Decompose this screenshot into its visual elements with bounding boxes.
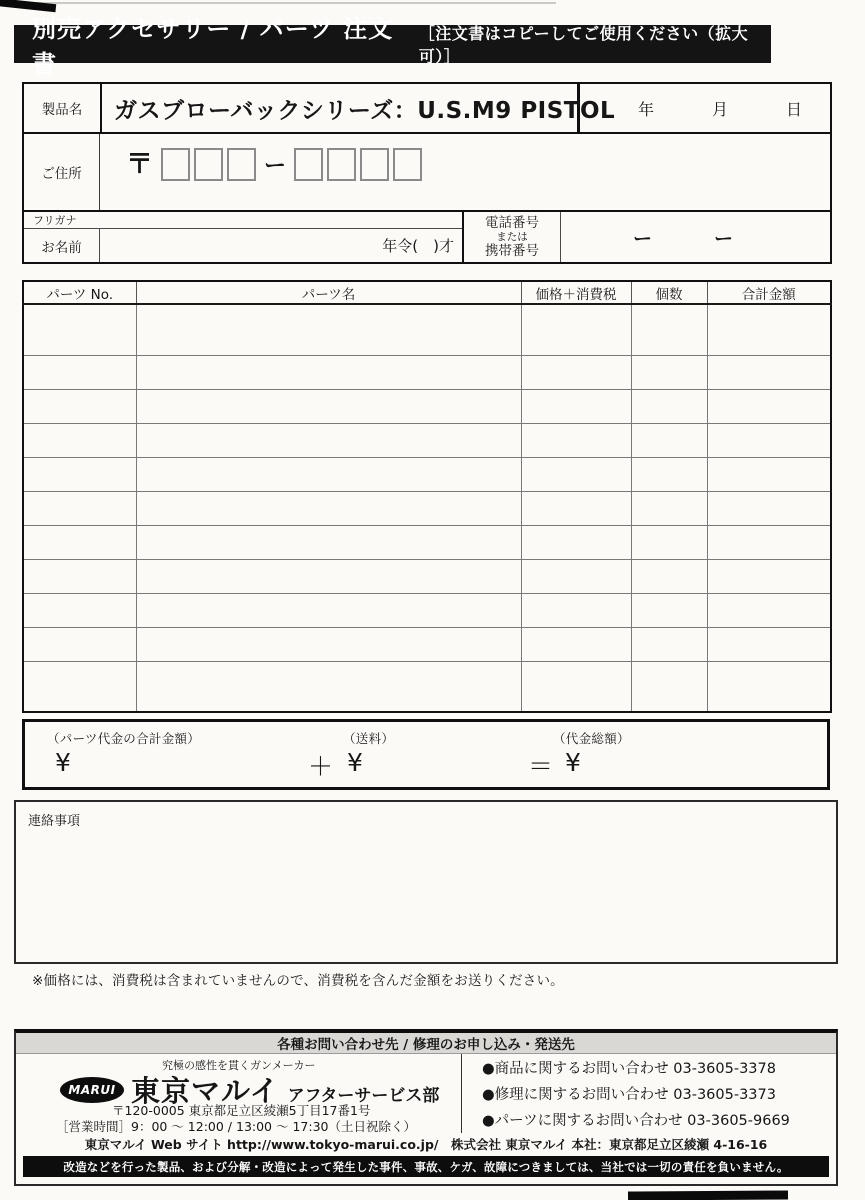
parts-table-cell[interactable]	[521, 559, 631, 593]
shipping-amount-field[interactable]: ¥	[347, 748, 363, 777]
parts-table-cell[interactable]	[631, 457, 707, 491]
equals-sign: ＝	[528, 752, 554, 781]
postal-code-field[interactable]	[126, 146, 422, 182]
parts-table-cell[interactable]	[521, 593, 631, 627]
parts-table-row	[23, 304, 831, 355]
form-title-bar	[14, 15, 771, 78]
parts-table-cell[interactable]	[631, 559, 707, 593]
parts-total-label: （パーツ代金の合計金額）	[47, 731, 201, 746]
parts-table-body	[23, 304, 831, 712]
parts-table-cell[interactable]	[707, 627, 831, 661]
parts-table-row	[23, 627, 831, 661]
parts-table-cell[interactable]	[23, 304, 136, 355]
date-month-label: 月	[711, 99, 728, 119]
company-address: 〒120-0005 東京都足立区綾瀬5丁目17番1号	[112, 1103, 371, 1118]
footer-bar-title: 各種お問い合わせ先 / 修理のお申し込み・発送先	[16, 1033, 836, 1054]
parts-table-cell[interactable]	[707, 525, 831, 559]
name-row	[24, 229, 462, 262]
parts-table-cell[interactable]	[707, 593, 831, 627]
parts-table-cell[interactable]	[136, 457, 521, 491]
footer-company-block	[16, 1054, 462, 1133]
parts-table-row	[23, 491, 831, 525]
grand-total-label: （代金総額）	[553, 731, 630, 746]
address-label: ご住所	[24, 134, 100, 210]
footer-contact-section	[14, 1029, 838, 1186]
name-field[interactable]	[100, 229, 462, 262]
parts-table-cell[interactable]	[23, 525, 136, 559]
contact-list	[462, 1054, 836, 1133]
parts-table-cell[interactable]	[521, 355, 631, 389]
contact-products: ●商品に関するお問い合わせ 03-3605-3378	[482, 1061, 776, 1077]
parts-table-cell[interactable]	[521, 627, 631, 661]
phone-label-line2: または	[496, 230, 528, 243]
totals-section	[22, 719, 830, 790]
parts-table-cell[interactable]	[521, 304, 631, 355]
parts-table-cell[interactable]	[136, 389, 521, 423]
remarks-field[interactable]	[14, 800, 838, 964]
plus-sign: ＋	[308, 752, 334, 781]
postal-digit-box[interactable]	[194, 148, 223, 181]
address-field[interactable]	[100, 134, 830, 210]
parts-table-cell[interactable]	[707, 389, 831, 423]
parts-total-amount-field[interactable]: ¥	[55, 748, 71, 777]
postal-separator: ー	[264, 153, 287, 179]
shipping-label: （送料）	[343, 731, 395, 746]
parts-table-row	[23, 355, 831, 389]
parts-table-cell[interactable]	[23, 491, 136, 525]
product-row	[24, 84, 830, 134]
col-header-parts-name: パーツ名	[136, 281, 521, 304]
company-name: 東京マルイ	[131, 1074, 280, 1108]
parts-table-cell[interactable]	[521, 423, 631, 457]
website-line: 東京マルイ Web サイト http://www.tokyo-marui.co.jp/ 株式会社 東京マルイ 本社：東京都足立区綾瀬 4-16-16	[84, 1137, 768, 1152]
parts-table-cell[interactable]	[136, 627, 521, 661]
parts-table-row	[23, 525, 831, 559]
parts-table-row	[23, 423, 831, 457]
customer-info-section	[22, 82, 832, 264]
business-hours: ［営業時間］9：00 ～ 12:00 / 13:00 ～ 17:30（土日祝除く）	[56, 1119, 416, 1134]
parts-table-cell[interactable]	[631, 389, 707, 423]
phone-label-line3: 携帯番号	[485, 243, 539, 260]
department-name: アフターサービス部	[287, 1086, 440, 1106]
parts-table-cell[interactable]	[631, 627, 707, 661]
name-label: お名前	[24, 229, 100, 262]
postal-boxes-second	[294, 148, 422, 181]
parts-table-cell[interactable]	[707, 559, 831, 593]
parts-table-cell[interactable]	[136, 423, 521, 457]
postal-digit-box[interactable]	[327, 148, 356, 181]
parts-table-cell[interactable]	[521, 491, 631, 525]
grand-total-amount-field[interactable]: ¥	[565, 748, 581, 777]
furigana-label: フリガナ	[33, 214, 77, 227]
postal-digit-box[interactable]	[161, 148, 190, 181]
col-header-quantity: 個数	[631, 281, 707, 304]
remarks-label: 連絡事項	[28, 814, 81, 829]
phone-label	[464, 212, 561, 262]
parts-table-cell[interactable]	[631, 355, 707, 389]
parts-table-header	[23, 281, 831, 304]
parts-table-cell[interactable]	[23, 627, 136, 661]
marui-logo-icon: MARUI	[60, 1077, 124, 1103]
phone-field[interactable]	[561, 212, 830, 262]
scan-artifact-line	[36, 2, 556, 4]
parts-table-row	[23, 389, 831, 423]
parts-table-cell[interactable]	[23, 661, 136, 712]
parts-table-cell[interactable]	[707, 491, 831, 525]
footer-main	[16, 1054, 836, 1133]
copy-instruction-note: ［注文書はコピーしてご使用ください（拡大可）］	[418, 24, 749, 66]
parts-table-cell[interactable]	[631, 304, 707, 355]
postal-digit-box[interactable]	[227, 148, 256, 181]
col-header-parts-no: パーツ No.	[23, 281, 136, 304]
contact-parts: ●パーツに関するお問い合わせ 03-3605-9669	[482, 1113, 790, 1129]
parts-table-cell[interactable]	[23, 457, 136, 491]
parts-table-cell[interactable]	[23, 559, 136, 593]
furigana-field[interactable]	[24, 212, 462, 229]
parts-table-cell[interactable]	[136, 525, 521, 559]
date-day-label: 日	[785, 99, 802, 119]
parts-table-cell[interactable]	[23, 423, 136, 457]
parts-table-cell[interactable]	[136, 559, 521, 593]
postal-digit-box[interactable]	[393, 148, 422, 181]
parts-table-cell[interactable]	[707, 423, 831, 457]
parts-table-row	[23, 559, 831, 593]
tax-note: ※価格には、消費税は含まれていませんので、消費税を含んだ金額をお送りください。	[32, 973, 564, 989]
parts-table-cell[interactable]	[23, 355, 136, 389]
postal-mark-icon: 〒	[126, 148, 153, 180]
phone-block	[464, 212, 830, 262]
contact-repairs: ●修理に関するお問い合わせ 03-3605-3373	[482, 1087, 776, 1103]
parts-table-cell[interactable]	[521, 525, 631, 559]
parts-table-cell[interactable]	[521, 457, 631, 491]
age-label: 年令( )才	[382, 237, 454, 255]
product-name-value: ガスブローバックシリーズ：U.S.M9 PISTOL	[100, 84, 580, 132]
postal-boxes-first	[161, 148, 256, 181]
scan-artifact-bottom	[628, 1190, 788, 1200]
parts-table-cell[interactable]	[707, 661, 831, 712]
parts-table-row	[23, 661, 831, 712]
parts-table-cell[interactable]	[631, 423, 707, 457]
parts-table-cell[interactable]	[707, 457, 831, 491]
parts-table-cell[interactable]	[521, 389, 631, 423]
address-row	[24, 134, 830, 212]
parts-table-cell[interactable]	[631, 661, 707, 712]
parts-table-cell[interactable]	[707, 304, 831, 355]
company-slogan: 究極の感性を貫くガンメーカー	[162, 1059, 316, 1072]
parts-table-cell[interactable]	[631, 491, 707, 525]
parts-table-cell[interactable]	[136, 304, 521, 355]
phone-separator-1: ー	[633, 227, 653, 250]
parts-table-cell[interactable]	[23, 389, 136, 423]
parts-table	[22, 280, 832, 713]
parts-table-row	[23, 593, 831, 627]
parts-table-cell[interactable]	[136, 491, 521, 525]
date-year-label: 年	[637, 99, 654, 119]
parts-table-cell[interactable]	[707, 355, 831, 389]
disclaimer-bar: 改造などを行った製品、および分解・改造によって発生した事件、事故、ケガ、故障につきましては、当社では一切の責任を負いません。	[23, 1156, 829, 1177]
postal-digit-box[interactable]	[360, 148, 389, 181]
col-header-total: 合計金額	[707, 281, 831, 304]
col-header-price-tax: 価格＋消費税	[521, 281, 631, 304]
parts-table-cell[interactable]	[631, 525, 707, 559]
postal-digit-box[interactable]	[294, 148, 323, 181]
phone-label-line1: 電話番号	[485, 214, 539, 231]
parts-table-cell[interactable]	[136, 593, 521, 627]
parts-table-cell[interactable]	[136, 661, 521, 712]
product-name-label: 製品名	[41, 102, 83, 118]
parts-table-row	[23, 457, 831, 491]
name-block	[24, 212, 464, 262]
name-phone-row	[24, 212, 830, 262]
parts-table-cell[interactable]	[521, 661, 631, 712]
parts-table-cell[interactable]	[23, 593, 136, 627]
parts-table-cell[interactable]	[136, 355, 521, 389]
date-field[interactable]	[580, 84, 830, 132]
parts-table-cell[interactable]	[631, 593, 707, 627]
form-title: 別売アクセサリー / パーツ 注文書	[32, 15, 394, 78]
phone-separator-2: ー	[714, 227, 734, 250]
